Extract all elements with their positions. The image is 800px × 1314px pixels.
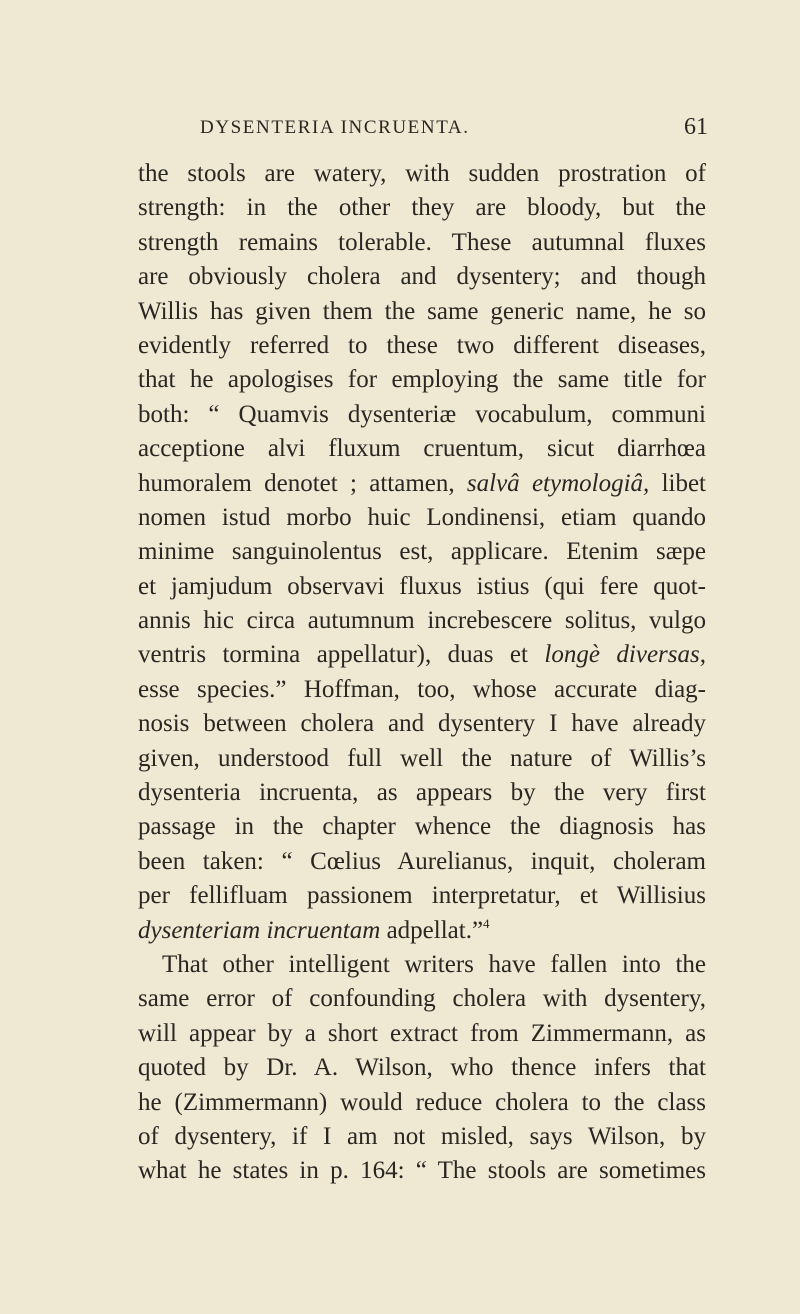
text-line: the stools are watery, with sudden prostration of — [138, 160, 706, 187]
text-line: annis hic circa autumnum increbescere solitus, vulgo — [138, 607, 706, 635]
body-text — [138, 157, 706, 1189]
text-line: evidently referred to these two different diseases, — [138, 331, 706, 359]
text-line: humoralem denotet ; attamen, salvâ etymologiâ, libet — [138, 469, 706, 497]
page-number: 61 — [684, 114, 708, 140]
footnote-marker: 4 — [483, 915, 490, 931]
text-line: quoted by Dr. A. Wilson, who thence infers that — [138, 1054, 706, 1082]
text-line: will appear by a short extract from Zimmermann, as — [138, 1019, 706, 1047]
italic-phrase: salvâ etymologiâ, — [466, 469, 650, 497]
text-line: ventris tormina appellatur), duas et longè diversas, — [138, 641, 706, 669]
text-line: Willis has given them the same generic name, he so — [138, 297, 706, 325]
text-line: acceptione alvi fluxum cruentum, sicut diarrhœa — [138, 435, 706, 463]
running-head — [178, 114, 708, 142]
italic-phrase: longè diversas, — [544, 641, 706, 669]
text-line: both: “ Quamvis dysenteriæ vocabulum, communi — [138, 400, 706, 428]
text-line: that he apologises for employing the same title for — [138, 366, 706, 394]
text-line: given, understood full well the nature of Willis’s — [138, 744, 706, 772]
text-line: esse species.” Hoffman, too, whose accurate diag- — [138, 675, 706, 703]
text-line: per fellifluam passionem interpretatur, et Willisius — [138, 882, 706, 910]
running-title: DYSENTERIA INCRUENTA. — [200, 117, 470, 138]
text-line: nomen istud morbo huic Londinensi, etiam quando — [138, 503, 706, 531]
text-line: strength: in the other they are bloody, but the — [138, 194, 706, 222]
text-line: nosis between cholera and dysentery I have already — [138, 710, 706, 738]
text-line: are obviously cholera and dysentery; and though — [138, 263, 706, 291]
text-line: of dysentery, if I am not misled, says Wilson, by — [138, 1122, 706, 1150]
text-line: passage in the chapter whence the diagnosis has — [138, 813, 706, 841]
text-line: minime sanguinolentus est, applicare. Etenim sæpe — [138, 538, 706, 566]
italic-phrase: dysenteriam incruentam — [138, 916, 381, 944]
text-line: been taken: “ Cœlius Aurelianus, inquit, choleram — [138, 847, 706, 875]
text-line: dysenteria incruenta, as appears by the very first — [138, 779, 706, 807]
text-line: he (Zimmermann) would reduce cholera to the class — [138, 1088, 706, 1116]
text-line: That other intelligent writers have fallen into the — [162, 950, 706, 978]
text-line: dysenteriam incruentam adpellat.”$^4$ — [138, 915, 490, 944]
text-line: et jamjudum observavi fluxus istius (qui fere quot- — [138, 572, 706, 600]
text-line: same error of confounding cholera with dysentery, — [138, 985, 706, 1013]
text-line: strength remains tolerable. These autumnal fluxes — [138, 228, 706, 256]
text-line: what he states in p. 164: “ The stools are sometimes — [138, 1157, 706, 1185]
